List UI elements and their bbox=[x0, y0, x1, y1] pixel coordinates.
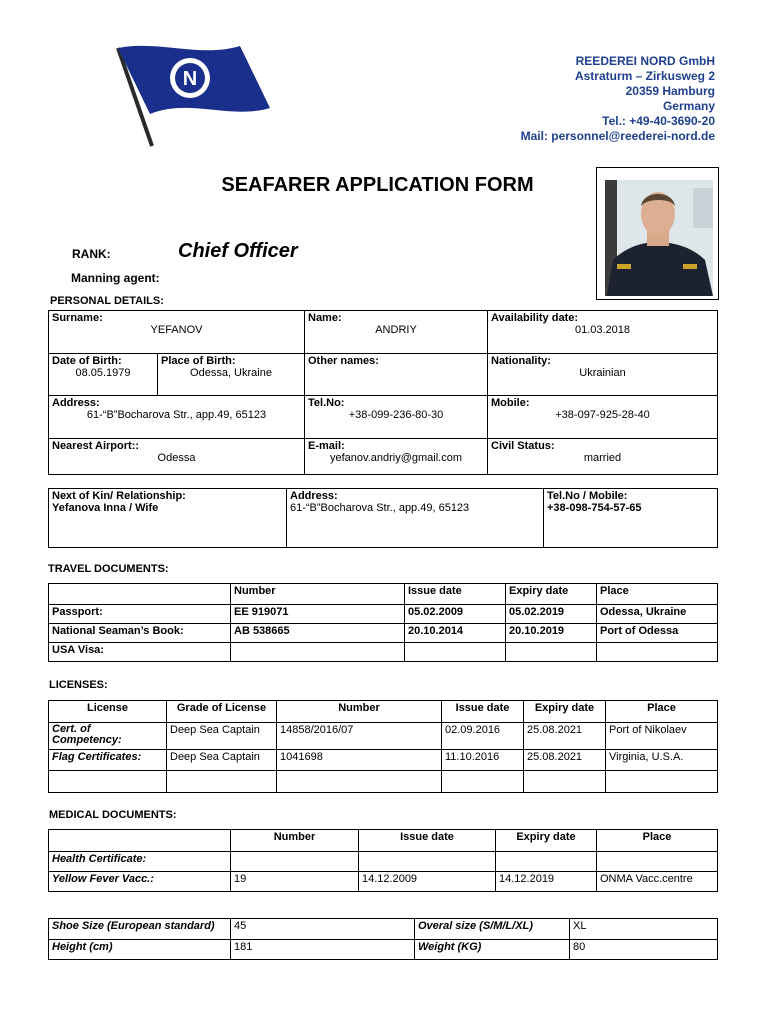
travel-header-issue: Issue date bbox=[405, 584, 506, 605]
medical-documents-table: Number Issue date Expiry date Place Health Certificate: Yellow Fever Vacc.: 19 14.12.2009 14.12.2019 ONMA Vacc.centre bbox=[48, 829, 718, 892]
table-row bbox=[49, 940, 718, 960]
company-country: Germany bbox=[662, 99, 715, 113]
manning-agent-label: Manning agent: bbox=[71, 271, 160, 285]
company-flag-logo bbox=[90, 38, 275, 150]
travel-header-expiry: Expiry date bbox=[506, 584, 597, 605]
overall-size-value: XL bbox=[570, 919, 718, 940]
dob-cell: Date of Birth: 08.05.1979 bbox=[49, 354, 158, 396]
address-cell: Address: 61-“B”Bocharova Str., app.49, 65123 bbox=[49, 396, 305, 439]
licenses-title: LICENSES: bbox=[49, 679, 108, 691]
company-street: Astraturm – Zirkusweg 2 bbox=[574, 69, 715, 83]
tel-value: +38-099-236-80-30 bbox=[348, 409, 444, 421]
other-names-cell: Other names: bbox=[305, 354, 488, 396]
kin-tel-value: +38-098-754-57-65 bbox=[547, 502, 642, 514]
nationality-cell: Nationality: Ukrainian bbox=[488, 354, 718, 396]
travel-documents-table bbox=[48, 583, 718, 662]
nationality-value: Ukrainian bbox=[579, 367, 626, 379]
personal-details-table bbox=[48, 310, 718, 475]
shoe-size-label: Shoe Size (European standard) bbox=[49, 919, 231, 940]
rank-label: RANK: bbox=[72, 247, 111, 261]
name-value: ANDRIY bbox=[375, 324, 417, 336]
mobile-value: +38-097-925-28-40 bbox=[555, 409, 650, 421]
personal-details-title: PERSONAL DETAILS: bbox=[50, 295, 164, 307]
tel-cell: Tel.No: +38-099-236-80-30 bbox=[305, 396, 488, 439]
kin-cell: Next of Kin/ Relationship: Yefanova Inna / Wife bbox=[49, 489, 287, 548]
company-address-block bbox=[521, 54, 715, 144]
kin-address-value: 61-“B”Bocharova Str., app.49, 65123 bbox=[290, 502, 470, 514]
availability-value: 01.03.2018 bbox=[574, 324, 631, 336]
company-city: 20359 Hamburg bbox=[625, 84, 715, 98]
company-email: Mail: personnel@reederei-nord.de bbox=[520, 129, 715, 143]
table-row: Yellow Fever Vacc.: 19 14.12.2009 14.12.2019 ONMA Vacc.centre bbox=[49, 872, 718, 892]
dob-value: 08.05.1979 bbox=[75, 367, 131, 379]
kin-address-cell: Address: 61-“B”Bocharova Str., app.49, 65123 bbox=[287, 489, 544, 548]
overall-size-label: Overal size (S/M/L/XL) bbox=[415, 919, 570, 940]
medical-documents-title: MEDICAL DOCUMENTS: bbox=[49, 809, 177, 821]
travel-documents-title: TRAVEL DOCUMENTS: bbox=[48, 563, 169, 575]
logo-letter: N bbox=[182, 68, 198, 90]
civil-status-cell: Civil Status: married bbox=[488, 439, 718, 475]
email-value: yefanov.andriy@gmail.com bbox=[329, 452, 463, 464]
table-row: Cert. of Competency: Deep Sea Captain 14858/2016/07 02.09.2016 25.08.2021 Port of Nikolaev bbox=[49, 723, 718, 750]
form-title: SEAFARER APPLICATION FORM bbox=[221, 174, 534, 196]
next-of-kin-table bbox=[48, 488, 718, 548]
mobile-cell: Mobile: +38-097-925-28-40 bbox=[488, 396, 718, 439]
surname-cell: Surname: YEFANOV bbox=[49, 311, 305, 354]
table-row: Health Certificate: bbox=[49, 852, 718, 872]
surname-value: YEFANOV bbox=[150, 324, 203, 336]
height-label: Height (cm) bbox=[49, 940, 231, 960]
table-row: Flag Certificates: Deep Sea Captain 1041698 11.10.2016 25.08.2021 Virginia, U.S.A. bbox=[49, 750, 718, 771]
table-row: National Seaman’s Book: AB 538665 20.10.2014 20.10.2019 Port of Odessa bbox=[49, 624, 718, 643]
availability-cell: Availability date: 01.03.2018 bbox=[488, 311, 718, 354]
height-value: 181 bbox=[231, 940, 415, 960]
table-row bbox=[49, 919, 718, 940]
civil-status-value: married bbox=[583, 452, 622, 464]
sizes-table bbox=[48, 918, 718, 960]
kin-value: Yefanova Inna / Wife bbox=[52, 502, 159, 514]
table-row: USA Visa: bbox=[49, 643, 718, 662]
licenses-table: License Grade of License Number Issue date Expiry date Place Cert. of Competency: Deep Sea Captain 14858/2016/07 02.09.2016 25.08.2021 Port of Nikolaev Flag Certificates: Deep Sea Captain 1041698 11.10.2016 25.08.2021 Virginia, U.S.A. bbox=[48, 700, 718, 793]
applicant-photo bbox=[596, 167, 719, 300]
name-cell: Name: ANDRIY bbox=[305, 311, 488, 354]
weight-value: 80 bbox=[570, 940, 718, 960]
company-phone: Tel.: +49-40-3690-20 bbox=[602, 114, 715, 128]
table-row: Passport: EE 919071 05.02.2009 05.02.2019 Odessa, Ukraine bbox=[49, 605, 718, 624]
email-cell: E-mail: yefanov.andriy@gmail.com bbox=[305, 439, 488, 475]
table-row bbox=[49, 771, 718, 793]
address-value: 61-“B”Bocharova Str., app.49, 65123 bbox=[86, 409, 267, 421]
rank-value: Chief Officer bbox=[178, 240, 298, 262]
airport-cell: Nearest Airport:: Odessa bbox=[49, 439, 305, 475]
airport-value: Odessa bbox=[157, 452, 196, 464]
company-name: REEDEREI NORD GmbH bbox=[575, 54, 715, 68]
weight-label: Weight (KG) bbox=[415, 940, 570, 960]
travel-header-number: Number bbox=[231, 584, 405, 605]
travel-header-place: Place bbox=[597, 584, 718, 605]
pob-value: Odessa, Ukraine bbox=[190, 367, 272, 379]
shoe-size-value: 45 bbox=[231, 919, 415, 940]
kin-tel-cell: Tel.No / Mobile: +38-098-754-57-65 bbox=[544, 489, 718, 548]
pob-cell: Place of Birth: Odessa, Ukraine bbox=[158, 354, 305, 396]
